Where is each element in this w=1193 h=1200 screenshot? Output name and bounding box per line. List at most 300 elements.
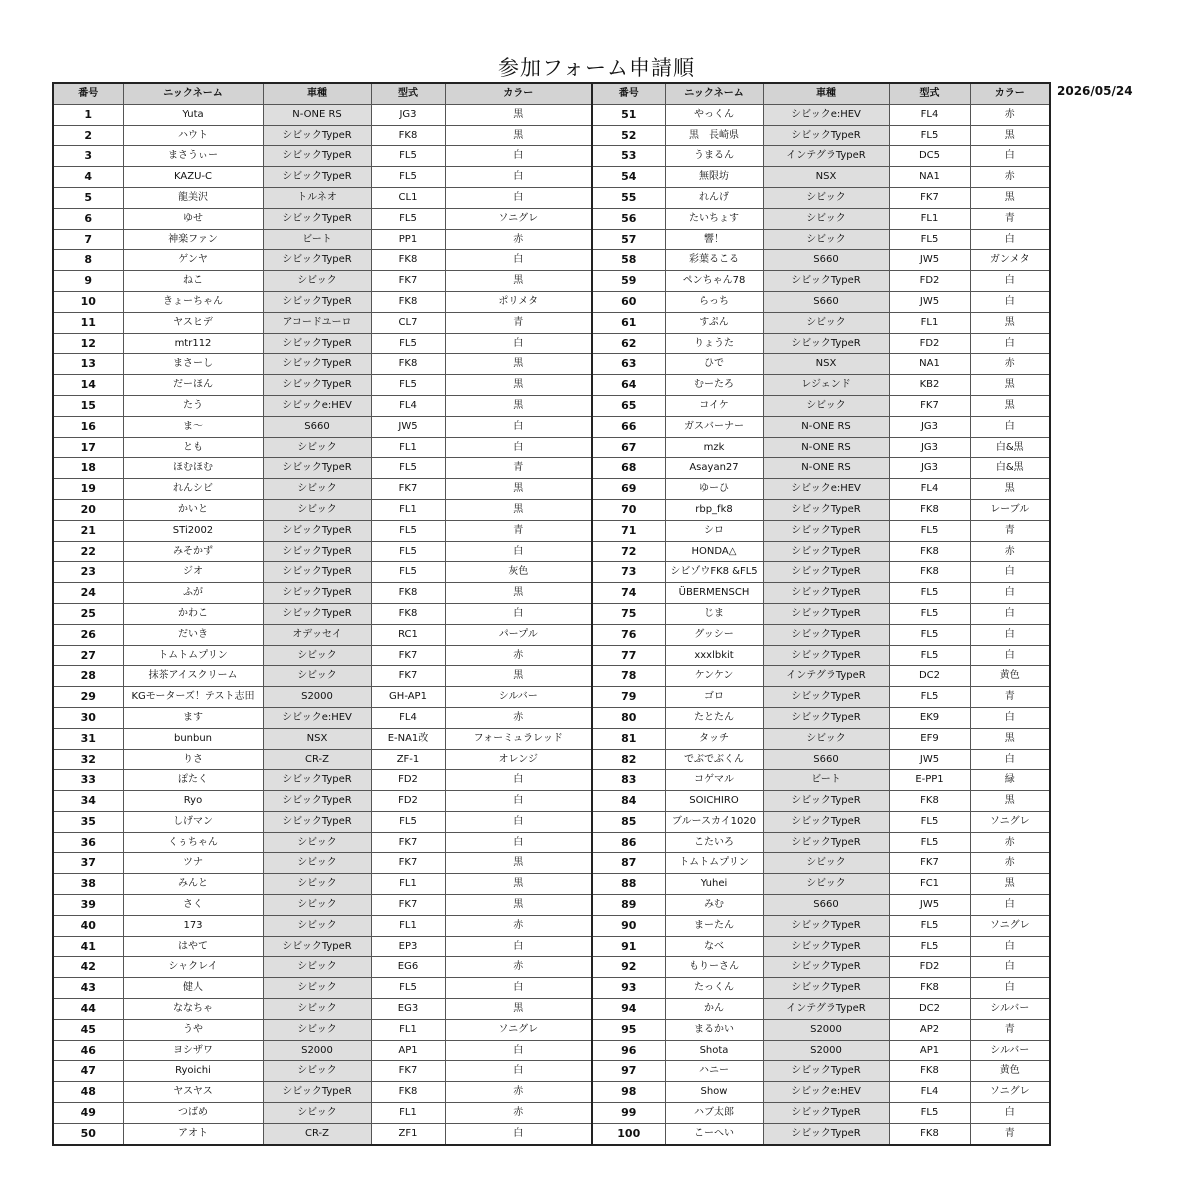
cell-nickname: Ryoichi (123, 1061, 263, 1082)
cell-model-code: DC2 (889, 999, 970, 1020)
cell-color: 白 (445, 250, 592, 271)
cell-color: 白 (970, 603, 1050, 624)
cell-model-code: FL5 (371, 562, 445, 583)
cell-model-code: JG3 (889, 458, 970, 479)
cell-color: 黒 (970, 728, 1050, 749)
table-row (53, 541, 1050, 562)
cell-car-model: シビックe:HEV (263, 395, 371, 416)
cell-entry-number: 61 (592, 312, 665, 333)
cell-nickname: Ryo (123, 791, 263, 812)
header-nickname: ニックネーム (665, 83, 763, 104)
cell-entry-number: 99 (592, 1103, 665, 1124)
table-row (53, 832, 1050, 853)
cell-model-code: FL5 (889, 1103, 970, 1124)
cell-entry-number: 41 (53, 936, 123, 957)
cell-entry-number: 25 (53, 603, 123, 624)
cell-car-model: シビック (263, 479, 371, 500)
cell-color: 青 (445, 520, 592, 541)
cell-car-model: シビックTypeR (763, 832, 889, 853)
cell-color: シルバー (970, 1040, 1050, 1061)
cell-car-model: シビックTypeR (763, 603, 889, 624)
cell-car-model: シビック (263, 895, 371, 916)
cell-model-code: FL5 (889, 603, 970, 624)
cell-car-model: シビックe:HEV (263, 707, 371, 728)
cell-nickname: みむ (665, 895, 763, 916)
cell-nickname: タッチ (665, 728, 763, 749)
cell-color: 緑 (970, 770, 1050, 791)
table-row (53, 749, 1050, 770)
cell-model-code: FD2 (889, 957, 970, 978)
cell-nickname: Yuta (123, 104, 263, 125)
cell-model-code: FK8 (371, 250, 445, 271)
cell-color: 白 (445, 416, 592, 437)
cell-entry-number: 66 (592, 416, 665, 437)
cell-entry-number: 46 (53, 1040, 123, 1061)
table-row (53, 250, 1050, 271)
header-model-code: 型式 (889, 83, 970, 104)
cell-model-code: FL4 (889, 1082, 970, 1103)
cell-color: 白 (445, 603, 592, 624)
cell-nickname: Asayan27 (665, 458, 763, 479)
cell-model-code: FL5 (371, 167, 445, 188)
table-row (53, 167, 1050, 188)
cell-car-model: シビック (263, 957, 371, 978)
cell-car-model: シビック (763, 312, 889, 333)
cell-nickname: KAZU-C (123, 167, 263, 188)
cell-nickname: ハウト (123, 125, 263, 146)
cell-model-code: FL1 (371, 874, 445, 895)
cell-nickname: まるかい (665, 1019, 763, 1040)
cell-entry-number: 89 (592, 895, 665, 916)
cell-model-code: CL1 (371, 187, 445, 208)
cell-color: 黒 (445, 354, 592, 375)
cell-color: 黒 (445, 499, 592, 520)
cell-car-model: シビックTypeR (263, 167, 371, 188)
cell-model-code: FD2 (371, 770, 445, 791)
cell-entry-number: 56 (592, 208, 665, 229)
cell-color: 赤 (970, 832, 1050, 853)
cell-color: 黒 (445, 125, 592, 146)
cell-car-model: シビック (263, 645, 371, 666)
cell-entry-number: 36 (53, 832, 123, 853)
cell-entry-number: 52 (592, 125, 665, 146)
cell-nickname: ジオ (123, 562, 263, 583)
cell-entry-number: 1 (53, 104, 123, 125)
cell-entry-number: 14 (53, 375, 123, 396)
cell-nickname: とも (123, 437, 263, 458)
cell-model-code: DC2 (889, 666, 970, 687)
cell-nickname: さく (123, 895, 263, 916)
cell-color: ソニグレ (445, 1019, 592, 1040)
cell-entry-number: 47 (53, 1061, 123, 1082)
cell-color: 白 (445, 333, 592, 354)
page-title: 参加フォーム申請順 (498, 56, 695, 80)
cell-nickname: ヨシザワ (123, 1040, 263, 1061)
cell-model-code: FL1 (371, 1103, 445, 1124)
cell-car-model: シビックTypeR (263, 520, 371, 541)
cell-entry-number: 82 (592, 749, 665, 770)
cell-car-model: S660 (263, 416, 371, 437)
cell-model-code: E-PP1 (889, 770, 970, 791)
cell-model-code: E-NA1改 (371, 728, 445, 749)
cell-model-code: EG3 (371, 999, 445, 1020)
cell-entry-number: 27 (53, 645, 123, 666)
cell-color: 青 (445, 312, 592, 333)
cell-nickname: HONDA△ (665, 541, 763, 562)
table-row (53, 187, 1050, 208)
table-row (53, 1019, 1050, 1040)
cell-color: 白&黒 (970, 458, 1050, 479)
cell-entry-number: 86 (592, 832, 665, 853)
cell-entry-number: 11 (53, 312, 123, 333)
cell-car-model: シビックTypeR (763, 707, 889, 728)
cell-car-model: シビック (763, 874, 889, 895)
cell-car-model: シビック (263, 915, 371, 936)
cell-color: 黒 (970, 874, 1050, 895)
cell-car-model: シビックTypeR (763, 936, 889, 957)
cell-model-code: FK7 (371, 853, 445, 874)
cell-entry-number: 13 (53, 354, 123, 375)
header-color: カラー (445, 83, 592, 104)
cell-color: 白 (970, 645, 1050, 666)
cell-nickname: こーへい (665, 1123, 763, 1144)
table-row (53, 978, 1050, 999)
cell-car-model: シビックTypeR (263, 791, 371, 812)
cell-model-code: FK7 (889, 853, 970, 874)
cell-nickname: まさうぃー (123, 146, 263, 167)
table-row (53, 416, 1050, 437)
cell-entry-number: 37 (53, 853, 123, 874)
cell-nickname: mtr112 (123, 333, 263, 354)
cell-model-code: FK7 (371, 645, 445, 666)
cell-entry-number: 39 (53, 895, 123, 916)
cell-nickname: 彩葉るこる (665, 250, 763, 271)
cell-car-model: シビックTypeR (763, 1103, 889, 1124)
cell-model-code: FL1 (371, 437, 445, 458)
cell-color: 赤 (445, 229, 592, 250)
table-row (53, 811, 1050, 832)
cell-entry-number: 100 (592, 1123, 665, 1144)
cell-color: 青 (970, 208, 1050, 229)
cell-nickname: ペンちゃん78 (665, 271, 763, 292)
cell-color: 白 (445, 187, 592, 208)
cell-car-model: シビック (263, 271, 371, 292)
cell-model-code: ZF1 (371, 1123, 445, 1144)
cell-color: 赤 (445, 645, 592, 666)
cell-car-model: シビック (763, 187, 889, 208)
cell-entry-number: 44 (53, 999, 123, 1020)
date-label: 2026/05/24 (1057, 84, 1133, 98)
cell-entry-number: 43 (53, 978, 123, 999)
cell-color: 黒 (970, 312, 1050, 333)
cell-model-code: GH-AP1 (371, 687, 445, 708)
cell-model-code: FK8 (889, 541, 970, 562)
cell-entry-number: 65 (592, 395, 665, 416)
cell-entry-number: 7 (53, 229, 123, 250)
cell-entry-number: 60 (592, 291, 665, 312)
cell-entry-number: 88 (592, 874, 665, 895)
cell-model-code: FK8 (889, 978, 970, 999)
cell-nickname: みそかず (123, 541, 263, 562)
cell-nickname: ヤスヒデ (123, 312, 263, 333)
cell-model-code: FL5 (889, 520, 970, 541)
cell-model-code: FL1 (371, 499, 445, 520)
table-row (53, 874, 1050, 895)
cell-color: 白 (970, 895, 1050, 916)
cell-color: 灰色 (445, 562, 592, 583)
cell-nickname: すぷん (665, 312, 763, 333)
cell-entry-number: 54 (592, 167, 665, 188)
cell-car-model: シビックTypeR (763, 687, 889, 708)
cell-car-model: シビックTypeR (763, 562, 889, 583)
table-row (53, 354, 1050, 375)
cell-color: パープル (445, 624, 592, 645)
entry-table (52, 82, 1051, 1146)
cell-model-code: AP1 (371, 1040, 445, 1061)
cell-model-code: FL5 (371, 541, 445, 562)
cell-color: 白 (970, 229, 1050, 250)
cell-model-code: FL5 (371, 520, 445, 541)
cell-entry-number: 28 (53, 666, 123, 687)
table-row (53, 562, 1050, 583)
cell-car-model: S660 (763, 250, 889, 271)
cell-model-code: FL4 (889, 479, 970, 500)
cell-car-model: アコードユーロ (263, 312, 371, 333)
cell-nickname: だいき (123, 624, 263, 645)
cell-car-model: シビック (263, 853, 371, 874)
cell-model-code: FL5 (889, 125, 970, 146)
cell-entry-number: 4 (53, 167, 123, 188)
cell-model-code: FL5 (889, 811, 970, 832)
table-row (53, 312, 1050, 333)
cell-entry-number: 3 (53, 146, 123, 167)
table-row (53, 520, 1050, 541)
cell-color: 白 (445, 936, 592, 957)
cell-car-model: S2000 (763, 1019, 889, 1040)
cell-car-model: インテグラTypeR (763, 666, 889, 687)
cell-car-model: シビックTypeR (263, 333, 371, 354)
cell-model-code: FK7 (371, 1061, 445, 1082)
cell-color: 黒 (970, 791, 1050, 812)
cell-nickname: ハブ太郎 (665, 1103, 763, 1124)
cell-car-model: NSX (763, 167, 889, 188)
cell-entry-number: 87 (592, 853, 665, 874)
cell-color: ソニグレ (970, 915, 1050, 936)
cell-entry-number: 10 (53, 291, 123, 312)
cell-entry-number: 71 (592, 520, 665, 541)
cell-entry-number: 9 (53, 271, 123, 292)
cell-nickname: たいちょす (665, 208, 763, 229)
cell-entry-number: 57 (592, 229, 665, 250)
table-row (53, 395, 1050, 416)
cell-nickname: まーたん (665, 915, 763, 936)
cell-nickname: Show (665, 1082, 763, 1103)
cell-color: オレンジ (445, 749, 592, 770)
table-row (53, 770, 1050, 791)
cell-nickname: 抹茶アイスクリーム (123, 666, 263, 687)
cell-car-model: シビックTypeR (263, 770, 371, 791)
table-row (53, 146, 1050, 167)
cell-color: 黒 (970, 479, 1050, 500)
cell-color: ソニグレ (445, 208, 592, 229)
header-model-code: 型式 (371, 83, 445, 104)
cell-nickname: かわこ (123, 603, 263, 624)
cell-color: 白 (445, 811, 592, 832)
cell-entry-number: 92 (592, 957, 665, 978)
cell-color: 白 (445, 146, 592, 167)
cell-car-model: シビックTypeR (263, 541, 371, 562)
cell-entry-number: 95 (592, 1019, 665, 1040)
cell-color: 赤 (970, 541, 1050, 562)
cell-model-code: FL5 (889, 687, 970, 708)
cell-model-code: JW5 (889, 291, 970, 312)
cell-model-code: FK7 (371, 895, 445, 916)
cell-nickname: やっくん (665, 104, 763, 125)
cell-model-code: FL5 (889, 229, 970, 250)
cell-nickname: ブルースカイ1020 (665, 811, 763, 832)
cell-model-code: FK8 (889, 562, 970, 583)
cell-nickname: つばめ (123, 1103, 263, 1124)
cell-car-model: NSX (763, 354, 889, 375)
cell-nickname: たっくん (665, 978, 763, 999)
cell-color: 青 (970, 687, 1050, 708)
cell-nickname: たう (123, 395, 263, 416)
header-car-model: 車種 (263, 83, 371, 104)
table-row (53, 1082, 1050, 1103)
cell-color: レーブル (970, 499, 1050, 520)
table-row (53, 458, 1050, 479)
cell-entry-number: 6 (53, 208, 123, 229)
table-row (53, 624, 1050, 645)
cell-nickname: 神楽ファン (123, 229, 263, 250)
cell-color: 白 (445, 167, 592, 188)
cell-color: 白 (970, 146, 1050, 167)
cell-car-model: シビックTypeR (263, 562, 371, 583)
cell-car-model: CR-Z (263, 749, 371, 770)
cell-color: 白 (970, 416, 1050, 437)
cell-car-model: シビックTypeR (763, 333, 889, 354)
header-color: カラー (970, 83, 1050, 104)
cell-color: 黒 (970, 375, 1050, 396)
cell-model-code: AP1 (889, 1040, 970, 1061)
cell-nickname: ななちゃ (123, 999, 263, 1020)
cell-nickname: ゆせ (123, 208, 263, 229)
cell-model-code: FL5 (889, 645, 970, 666)
cell-car-model: S2000 (763, 1040, 889, 1061)
cell-car-model: シビックTypeR (763, 1123, 889, 1144)
cell-nickname: ます (123, 707, 263, 728)
cell-entry-number: 12 (53, 333, 123, 354)
cell-color: 黒 (445, 874, 592, 895)
cell-entry-number: 51 (592, 104, 665, 125)
cell-car-model: NSX (263, 728, 371, 749)
cell-entry-number: 68 (592, 458, 665, 479)
cell-color: フォーミュラレッド (445, 728, 592, 749)
cell-model-code: EG6 (371, 957, 445, 978)
cell-model-code: FK8 (889, 1123, 970, 1144)
table-row (53, 999, 1050, 1020)
table-row (53, 291, 1050, 312)
table-row (53, 499, 1050, 520)
cell-car-model: シビック (263, 1061, 371, 1082)
cell-nickname: ぽたく (123, 770, 263, 791)
cell-color: ソニグレ (970, 811, 1050, 832)
cell-nickname: りさ (123, 749, 263, 770)
cell-model-code: JW5 (889, 749, 970, 770)
cell-color: 青 (970, 520, 1050, 541)
cell-model-code: PP1 (371, 229, 445, 250)
cell-nickname: こたいろ (665, 832, 763, 853)
cell-entry-number: 42 (53, 957, 123, 978)
cell-nickname: シロ (665, 520, 763, 541)
cell-entry-number: 98 (592, 1082, 665, 1103)
cell-model-code: FL5 (889, 915, 970, 936)
cell-model-code: KB2 (889, 375, 970, 396)
cell-entry-number: 59 (592, 271, 665, 292)
cell-color: 黒 (445, 479, 592, 500)
table-row (53, 437, 1050, 458)
cell-model-code: FK8 (371, 354, 445, 375)
cell-car-model: シビックTypeR (263, 146, 371, 167)
cell-color: 黒 (970, 395, 1050, 416)
header-number: 番号 (53, 83, 123, 104)
cell-car-model: インテグラTypeR (763, 146, 889, 167)
cell-model-code: AP2 (889, 1019, 970, 1040)
cell-nickname: ヤスヤス (123, 1082, 263, 1103)
cell-car-model: シビックTypeR (263, 583, 371, 604)
cell-entry-number: 50 (53, 1123, 123, 1144)
cell-car-model: トルネオ (263, 187, 371, 208)
cell-entry-number: 48 (53, 1082, 123, 1103)
cell-color: 白&黒 (970, 437, 1050, 458)
cell-entry-number: 38 (53, 874, 123, 895)
cell-color: 黒 (970, 125, 1050, 146)
cell-model-code: FL5 (889, 583, 970, 604)
cell-nickname: SOICHIRO (665, 791, 763, 812)
cell-color: 黒 (445, 999, 592, 1020)
cell-model-code: FL5 (371, 146, 445, 167)
cell-entry-number: 73 (592, 562, 665, 583)
cell-nickname: ま〜 (123, 416, 263, 437)
cell-model-code: FK7 (371, 271, 445, 292)
cell-entry-number: 75 (592, 603, 665, 624)
cell-car-model: シビック (263, 499, 371, 520)
cell-nickname: でぶでぶくん (665, 749, 763, 770)
table-row (53, 728, 1050, 749)
cell-color: 白 (970, 957, 1050, 978)
cell-car-model: シビック (263, 978, 371, 999)
cell-nickname: うまるん (665, 146, 763, 167)
cell-entry-number: 78 (592, 666, 665, 687)
cell-car-model: S2000 (263, 1040, 371, 1061)
cell-model-code: FK8 (371, 1082, 445, 1103)
cell-model-code: JW5 (371, 416, 445, 437)
cell-car-model: シビックTypeR (263, 458, 371, 479)
cell-car-model: シビックTypeR (263, 291, 371, 312)
cell-color: 白 (970, 978, 1050, 999)
cell-entry-number: 81 (592, 728, 665, 749)
cell-color: 白 (445, 1123, 592, 1144)
table-row (53, 271, 1050, 292)
cell-entry-number: 17 (53, 437, 123, 458)
cell-model-code: FL1 (889, 312, 970, 333)
cell-model-code: JG3 (889, 437, 970, 458)
header-number: 番号 (592, 83, 665, 104)
cell-entry-number: 96 (592, 1040, 665, 1061)
cell-color: 黒 (445, 583, 592, 604)
cell-nickname: ひで (665, 354, 763, 375)
cell-entry-number: 19 (53, 479, 123, 500)
